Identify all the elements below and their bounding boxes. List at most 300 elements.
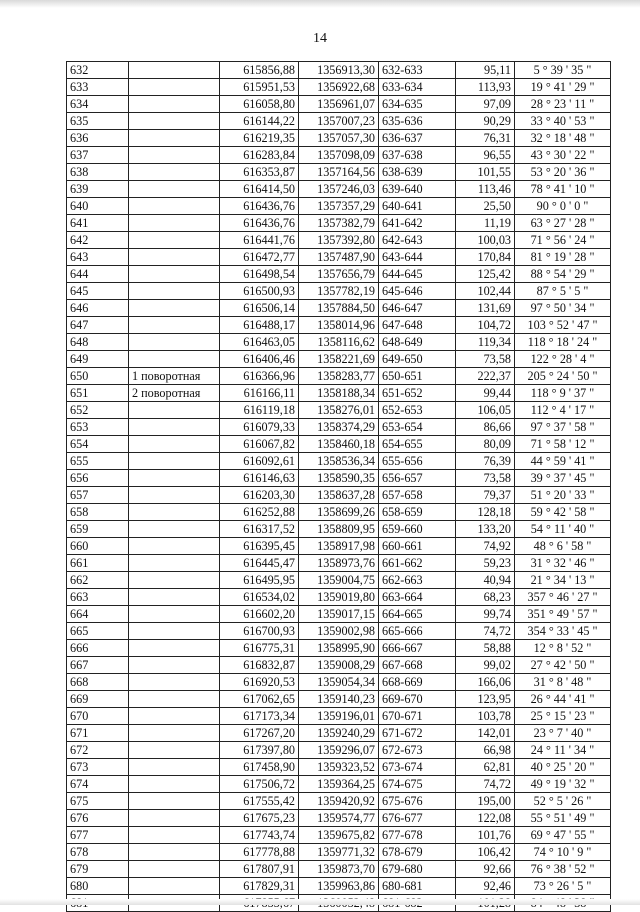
coord-x-cell: 616472,77 (220, 249, 299, 266)
coord-y-cell: 1359054,34 (299, 674, 379, 691)
coord-y-cell: 1358590,35 (299, 470, 379, 487)
coord-x-cell: 617173,34 (220, 708, 299, 725)
side-label-cell: 636-637 (379, 130, 456, 147)
direction-angle-cell: 112 ° 4 ' 17 " (515, 402, 611, 419)
side-length-cell: 58,88 (456, 640, 515, 657)
coord-y-cell: 1358374,29 (299, 419, 379, 436)
coord-y-cell: 1359420,92 (299, 793, 379, 810)
direction-angle-cell: 54 ° 11 ' 40 " (515, 521, 611, 538)
coord-y-cell: 1357357,29 (299, 198, 379, 215)
point-number-cell: 640 (67, 198, 129, 215)
point-number-cell: 669 (67, 691, 129, 708)
point-number-cell: 666 (67, 640, 129, 657)
side-length-cell: 113,93 (456, 79, 515, 96)
side-label-cell: 659-660 (379, 521, 456, 538)
coord-x-cell: 617458,90 (220, 759, 299, 776)
table-row (67, 130, 611, 147)
point-note-cell (129, 640, 220, 657)
point-note-cell (129, 878, 220, 895)
coord-y-cell: 1357098,09 (299, 147, 379, 164)
point-note-cell (129, 419, 220, 436)
side-label-cell: 658-659 (379, 504, 456, 521)
side-length-cell: 90,29 (456, 113, 515, 130)
coord-x-cell: 616079,33 (220, 419, 299, 436)
side-label-cell: 670-671 (379, 708, 456, 725)
table-row (67, 470, 611, 487)
coord-x-cell: 616920,53 (220, 674, 299, 691)
side-length-cell: 59,23 (456, 555, 515, 572)
scan-edge-top (0, 0, 640, 8)
side-label-cell: 655-656 (379, 453, 456, 470)
point-number-cell: 637 (67, 147, 129, 164)
point-number-cell: 657 (67, 487, 129, 504)
side-length-cell: 62,81 (456, 759, 515, 776)
coord-x-cell: 617778,88 (220, 844, 299, 861)
point-number-cell: 658 (67, 504, 129, 521)
point-note-cell (129, 589, 220, 606)
table-row (67, 487, 611, 504)
coord-x-cell: 616500,93 (220, 283, 299, 300)
side-label-cell: 660-661 (379, 538, 456, 555)
point-number-cell: 678 (67, 844, 129, 861)
coord-y-cell: 1359019,80 (299, 589, 379, 606)
coord-y-cell: 1359296,07 (299, 742, 379, 759)
point-number-cell: 659 (67, 521, 129, 538)
side-label-cell: 644-645 (379, 266, 456, 283)
side-label-cell: 649-650 (379, 351, 456, 368)
side-label-cell: 637-638 (379, 147, 456, 164)
coord-y-cell: 1359364,25 (299, 776, 379, 793)
coord-y-cell: 1358917,98 (299, 538, 379, 555)
table-row (67, 351, 611, 368)
coord-y-cell: 1359240,29 (299, 725, 379, 742)
direction-angle-cell: 49 ° 19 ' 32 " (515, 776, 611, 793)
coord-x-cell: 616534,02 (220, 589, 299, 606)
side-length-cell: 142,01 (456, 725, 515, 742)
side-label-cell: 672-673 (379, 742, 456, 759)
table-row (67, 691, 611, 708)
point-note-cell (129, 708, 220, 725)
table-row (67, 164, 611, 181)
side-label-cell: 667-668 (379, 657, 456, 674)
direction-angle-cell: 55 ° 51 ' 49 " (515, 810, 611, 827)
table-row (67, 402, 611, 419)
coord-y-cell: 1358809,95 (299, 521, 379, 538)
side-length-cell: 102,44 (456, 283, 515, 300)
coord-y-cell: 1359574,77 (299, 810, 379, 827)
point-number-cell: 670 (67, 708, 129, 725)
direction-angle-cell: 90 ° 0 ' 0 " (515, 198, 611, 215)
coord-x-cell: 616602,20 (220, 606, 299, 623)
point-note-cell (129, 436, 220, 453)
side-length-cell: 74,72 (456, 623, 515, 640)
coord-y-cell: 1359963,86 (299, 878, 379, 895)
coord-x-cell: 616366,96 (220, 368, 299, 385)
point-note-cell (129, 96, 220, 113)
side-length-cell: 170,84 (456, 249, 515, 266)
side-length-cell: 92,66 (456, 861, 515, 878)
coord-x-cell: 616146,63 (220, 470, 299, 487)
point-note-cell (129, 742, 220, 759)
side-label-cell: 635-636 (379, 113, 456, 130)
side-length-cell: 95,11 (456, 62, 515, 79)
side-label-cell: 675-676 (379, 793, 456, 810)
point-number-cell: 645 (67, 283, 129, 300)
point-number-cell: 641 (67, 215, 129, 232)
side-length-cell: 73,58 (456, 470, 515, 487)
side-label-cell: 633-634 (379, 79, 456, 96)
direction-angle-cell: 27 ° 42 ' 50 " (515, 657, 611, 674)
table-row (67, 453, 611, 470)
side-label-cell: 645-646 (379, 283, 456, 300)
direction-angle-cell: 59 ° 42 ' 58 " (515, 504, 611, 521)
coord-y-cell: 1359771,32 (299, 844, 379, 861)
side-label-cell: 674-675 (379, 776, 456, 793)
coord-y-cell: 1358637,28 (299, 487, 379, 504)
coord-x-cell: 616144,22 (220, 113, 299, 130)
direction-angle-cell: 205 ° 24 ' 50 " (515, 368, 611, 385)
point-number-cell: 672 (67, 742, 129, 759)
point-note-cell (129, 572, 220, 589)
direction-angle-cell: 351 ° 49 ' 57 " (515, 606, 611, 623)
coord-y-cell: 1357392,80 (299, 232, 379, 249)
direction-angle-cell: 24 ° 11 ' 34 " (515, 742, 611, 759)
point-note-cell (129, 62, 220, 79)
table-row (67, 300, 611, 317)
side-length-cell: 106,05 (456, 402, 515, 419)
point-number-cell: 652 (67, 402, 129, 419)
side-length-cell: 123,95 (456, 691, 515, 708)
coord-x-cell: 617397,80 (220, 742, 299, 759)
coord-x-cell: 616166,11 (220, 385, 299, 402)
table-row (67, 708, 611, 725)
direction-angle-cell: 28 ° 23 ' 11 " (515, 96, 611, 113)
coord-y-cell: 1359323,52 (299, 759, 379, 776)
point-number-cell: 638 (67, 164, 129, 181)
side-length-cell: 68,23 (456, 589, 515, 606)
direction-angle-cell: 118 ° 18 ' 24 " (515, 334, 611, 351)
side-label-cell: 668-669 (379, 674, 456, 691)
coord-y-cell: 1356961,07 (299, 96, 379, 113)
point-note-cell (129, 504, 220, 521)
table-row (67, 810, 611, 827)
coord-y-cell: 1358995,90 (299, 640, 379, 657)
direction-angle-cell: 12 ° 8 ' 52 " (515, 640, 611, 657)
side-length-cell: 73,58 (456, 351, 515, 368)
side-label-cell: 664-665 (379, 606, 456, 623)
point-number-cell: 674 (67, 776, 129, 793)
coord-y-cell: 1358536,34 (299, 453, 379, 470)
side-label-cell: 679-680 (379, 861, 456, 878)
table-row (67, 827, 611, 844)
side-label-cell: 642-643 (379, 232, 456, 249)
table-row (67, 436, 611, 453)
side-length-cell: 131,69 (456, 300, 515, 317)
point-number-cell: 651 (67, 385, 129, 402)
point-note-cell (129, 844, 220, 861)
direction-angle-cell: 87 ° 5 ' 5 " (515, 283, 611, 300)
point-note-cell (129, 538, 220, 555)
side-label-cell: 639-640 (379, 181, 456, 198)
scan-edge-bottom (0, 899, 640, 905)
direction-angle-cell: 354 ° 33 ' 45 " (515, 623, 611, 640)
table-row (67, 317, 611, 334)
coord-x-cell: 616441,76 (220, 232, 299, 249)
point-note-cell (129, 725, 220, 742)
table-row (67, 504, 611, 521)
coord-y-cell: 1358973,76 (299, 555, 379, 572)
coord-x-cell: 616495,95 (220, 572, 299, 589)
table-row (67, 198, 611, 215)
side-label-cell: 662-663 (379, 572, 456, 589)
side-length-cell: 99,74 (456, 606, 515, 623)
point-number-cell: 650 (67, 368, 129, 385)
direction-angle-cell: 97 ° 50 ' 34 " (515, 300, 611, 317)
point-note-cell (129, 453, 220, 470)
point-number-cell: 664 (67, 606, 129, 623)
point-note-cell (129, 113, 220, 130)
coord-y-cell: 1357057,30 (299, 130, 379, 147)
coord-x-cell: 616436,76 (220, 198, 299, 215)
table-row (67, 793, 611, 810)
side-length-cell: 11,19 (456, 215, 515, 232)
direction-angle-cell: 69 ° 47 ' 55 " (515, 827, 611, 844)
table-row (67, 589, 611, 606)
side-label-cell: 663-664 (379, 589, 456, 606)
coord-y-cell: 1357656,79 (299, 266, 379, 283)
coord-y-cell: 1358221,69 (299, 351, 379, 368)
direction-angle-cell: 74 ° 10 ' 9 " (515, 844, 611, 861)
coord-x-cell: 616353,87 (220, 164, 299, 181)
side-length-cell: 99,44 (456, 385, 515, 402)
point-number-cell: 634 (67, 96, 129, 113)
side-length-cell: 128,18 (456, 504, 515, 521)
side-label-cell: 643-644 (379, 249, 456, 266)
coord-x-cell: 616700,93 (220, 623, 299, 640)
table-row (67, 96, 611, 113)
coordinates-table (66, 61, 611, 912)
point-note-cell (129, 827, 220, 844)
coord-x-cell: 616436,76 (220, 215, 299, 232)
direction-angle-cell: 97 ° 37 ' 58 " (515, 419, 611, 436)
side-label-cell: 640-641 (379, 198, 456, 215)
direction-angle-cell: 81 ° 19 ' 28 " (515, 249, 611, 266)
side-length-cell: 103,78 (456, 708, 515, 725)
point-note-cell (129, 470, 220, 487)
coord-x-cell: 616317,52 (220, 521, 299, 538)
side-label-cell: 650-651 (379, 368, 456, 385)
coord-x-cell: 616414,50 (220, 181, 299, 198)
direction-angle-cell: 88 ° 54 ' 29 " (515, 266, 611, 283)
side-label-cell: 646-647 (379, 300, 456, 317)
table-row (67, 742, 611, 759)
coord-y-cell: 1359008,29 (299, 657, 379, 674)
direction-angle-cell: 73 ° 26 ' 5 " (515, 878, 611, 895)
point-note-cell (129, 606, 220, 623)
side-label-cell: 673-674 (379, 759, 456, 776)
point-note-cell (129, 232, 220, 249)
table-row (67, 232, 611, 249)
table-row (67, 113, 611, 130)
side-length-cell: 86,66 (456, 419, 515, 436)
direction-angle-cell: 21 ° 34 ' 13 " (515, 572, 611, 589)
coord-x-cell: 616445,47 (220, 555, 299, 572)
direction-angle-cell: 76 ° 38 ' 52 " (515, 861, 611, 878)
direction-angle-cell: 19 ° 41 ' 29 " (515, 79, 611, 96)
point-note-cell (129, 181, 220, 198)
side-length-cell: 100,03 (456, 232, 515, 249)
side-length-cell: 122,08 (456, 810, 515, 827)
table-row (67, 385, 611, 402)
table-row (67, 861, 611, 878)
coord-y-cell: 1358276,01 (299, 402, 379, 419)
direction-angle-cell: 103 ° 52 ' 47 " (515, 317, 611, 334)
direction-angle-cell: 25 ° 15 ' 23 " (515, 708, 611, 725)
point-number-cell: 635 (67, 113, 129, 130)
coord-x-cell: 615951,53 (220, 79, 299, 96)
table-row (67, 79, 611, 96)
table-row (67, 623, 611, 640)
side-label-cell: 656-657 (379, 470, 456, 487)
direction-angle-cell: 31 ° 32 ' 46 " (515, 555, 611, 572)
coord-x-cell: 616406,46 (220, 351, 299, 368)
coord-y-cell: 1358014,96 (299, 317, 379, 334)
point-note-cell (129, 334, 220, 351)
side-label-cell: 634-635 (379, 96, 456, 113)
point-note-cell (129, 249, 220, 266)
side-length-cell: 99,02 (456, 657, 515, 674)
coord-x-cell: 616119,18 (220, 402, 299, 419)
coord-x-cell: 616488,17 (220, 317, 299, 334)
point-number-cell: 633 (67, 79, 129, 96)
point-note-cell (129, 215, 220, 232)
side-length-cell: 106,42 (456, 844, 515, 861)
coord-x-cell: 616506,14 (220, 300, 299, 317)
coord-y-cell: 1358283,77 (299, 368, 379, 385)
coord-y-cell: 1357487,90 (299, 249, 379, 266)
side-label-cell: 680-681 (379, 878, 456, 895)
side-label-cell: 638-639 (379, 164, 456, 181)
point-number-cell: 671 (67, 725, 129, 742)
point-number-cell: 677 (67, 827, 129, 844)
side-label-cell: 661-662 (379, 555, 456, 572)
side-length-cell: 96,55 (456, 147, 515, 164)
side-label-cell: 671-672 (379, 725, 456, 742)
side-length-cell: 222,37 (456, 368, 515, 385)
coord-x-cell: 617062,65 (220, 691, 299, 708)
direction-angle-cell: 40 ° 25 ' 20 " (515, 759, 611, 776)
point-note-cell (129, 674, 220, 691)
point-number-cell: 632 (67, 62, 129, 79)
side-length-cell: 74,72 (456, 776, 515, 793)
point-note-cell (129, 147, 220, 164)
coord-y-cell: 1357782,19 (299, 283, 379, 300)
coord-x-cell: 616067,82 (220, 436, 299, 453)
coord-x-cell: 616219,35 (220, 130, 299, 147)
direction-angle-cell: 52 ° 5 ' 26 " (515, 793, 611, 810)
coord-x-cell: 617829,31 (220, 878, 299, 895)
table-row (67, 147, 611, 164)
point-number-cell: 662 (67, 572, 129, 589)
table-row (67, 555, 611, 572)
coord-y-cell: 1357007,23 (299, 113, 379, 130)
point-number-cell: 667 (67, 657, 129, 674)
side-length-cell: 125,42 (456, 266, 515, 283)
table-row (67, 249, 611, 266)
direction-angle-cell: 357 ° 46 ' 27 " (515, 589, 611, 606)
point-note-cell (129, 79, 220, 96)
point-note-cell: 2 поворотная (129, 385, 220, 402)
coord-y-cell: 1359002,98 (299, 623, 379, 640)
side-length-cell: 104,72 (456, 317, 515, 334)
coord-y-cell: 1357164,56 (299, 164, 379, 181)
point-number-cell: 648 (67, 334, 129, 351)
point-note-cell (129, 623, 220, 640)
side-label-cell: 654-655 (379, 436, 456, 453)
direction-angle-cell: 43 ° 30 ' 22 " (515, 147, 611, 164)
direction-angle-cell: 51 ° 20 ' 33 " (515, 487, 611, 504)
side-label-cell: 647-648 (379, 317, 456, 334)
table-row (67, 572, 611, 589)
direction-angle-cell: 39 ° 37 ' 45 " (515, 470, 611, 487)
point-number-cell: 654 (67, 436, 129, 453)
coord-y-cell: 1359873,70 (299, 861, 379, 878)
point-number-cell: 661 (67, 555, 129, 572)
point-note-cell (129, 283, 220, 300)
coord-x-cell: 616395,45 (220, 538, 299, 555)
table-row (67, 419, 611, 436)
point-note-cell (129, 776, 220, 793)
side-label-cell: 641-642 (379, 215, 456, 232)
table-row (67, 521, 611, 538)
table-row (67, 725, 611, 742)
side-length-cell: 119,34 (456, 334, 515, 351)
table-row (67, 368, 611, 385)
direction-angle-cell: 48 ° 6 ' 58 " (515, 538, 611, 555)
table-row (67, 640, 611, 657)
side-label-cell: 678-679 (379, 844, 456, 861)
direction-angle-cell: 26 ° 44 ' 41 " (515, 691, 611, 708)
direction-angle-cell: 53 ° 20 ' 36 " (515, 164, 611, 181)
coord-y-cell: 1357884,50 (299, 300, 379, 317)
direction-angle-cell: 78 ° 41 ' 10 " (515, 181, 611, 198)
table-row (67, 266, 611, 283)
coord-x-cell: 616498,54 (220, 266, 299, 283)
coord-x-cell: 617506,72 (220, 776, 299, 793)
direction-angle-cell: 31 ° 8 ' 48 " (515, 674, 611, 691)
side-length-cell: 101,76 (456, 827, 515, 844)
point-number-cell: 647 (67, 317, 129, 334)
point-note-cell (129, 521, 220, 538)
side-length-cell: 97,09 (456, 96, 515, 113)
point-number-cell: 643 (67, 249, 129, 266)
side-label-cell: 677-678 (379, 827, 456, 844)
coord-x-cell: 617807,91 (220, 861, 299, 878)
coord-y-cell: 1357382,79 (299, 215, 379, 232)
page-number: 14 (313, 31, 327, 46)
point-note-cell (129, 759, 220, 776)
point-number-cell: 639 (67, 181, 129, 198)
point-note-cell (129, 487, 220, 504)
point-number-cell: 665 (67, 623, 129, 640)
point-number-cell: 679 (67, 861, 129, 878)
side-length-cell: 74,92 (456, 538, 515, 555)
point-note-cell (129, 266, 220, 283)
coordinates-table-body (67, 62, 611, 912)
coord-x-cell: 617743,74 (220, 827, 299, 844)
coord-y-cell: 1356922,68 (299, 79, 379, 96)
table-row (67, 606, 611, 623)
